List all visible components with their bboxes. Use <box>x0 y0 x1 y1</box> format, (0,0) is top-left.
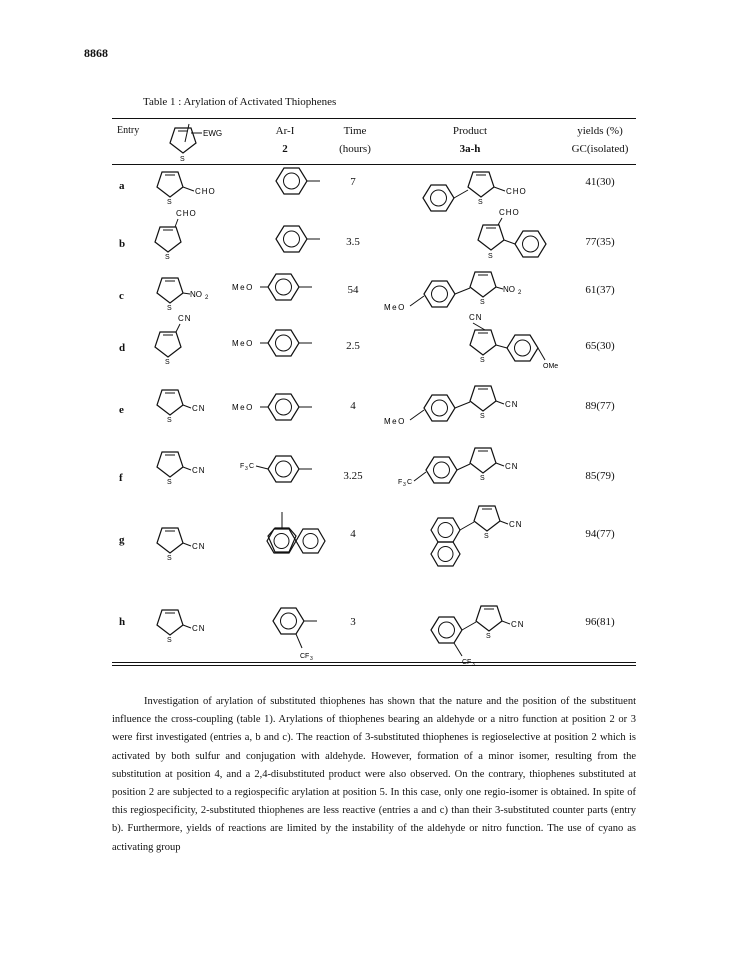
table-caption: Table 1 : Arylation of Activated Thiophenes <box>143 96 337 108</box>
svg-text:OMe: OMe <box>543 363 559 370</box>
svg-text:S: S <box>167 305 172 312</box>
time-h: 3 <box>350 616 356 628</box>
svg-text:CF: CF <box>462 659 472 666</box>
svg-text:F: F <box>240 463 245 470</box>
header-entry: Entry <box>117 125 140 136</box>
svg-text:CN: CN <box>505 400 519 409</box>
time-f: 3.25 <box>343 470 363 482</box>
reactant-c-2-nitro-thiophene <box>148 272 228 314</box>
aryl-h-2-trifluoromethylphenyl <box>268 604 338 664</box>
svg-text:S: S <box>167 479 172 486</box>
time-e: 4 <box>350 400 356 412</box>
aryl-d-4-methoxyphenyl <box>232 326 332 366</box>
header-product-line2: 3a-h <box>459 143 481 155</box>
yield-a: 41(30) <box>585 176 615 188</box>
svg-text:NO: NO <box>503 285 515 294</box>
svg-text:CHO: CHO <box>506 187 527 196</box>
entry-g: g <box>119 534 125 546</box>
yield-e: 89(77) <box>585 400 615 412</box>
svg-text:CN: CN <box>192 624 206 633</box>
svg-text:3: 3 <box>472 662 475 668</box>
product-b <box>465 206 555 266</box>
svg-text:MeO: MeO <box>384 303 406 312</box>
table-bottom-rule-2 <box>112 665 636 666</box>
svg-text:CN: CN <box>192 404 206 413</box>
svg-text:S: S <box>167 199 172 206</box>
svg-text:MeO: MeO <box>384 417 406 426</box>
svg-text:CHO: CHO <box>195 187 216 196</box>
reactant-f-2-cyano-thiophene <box>148 446 228 488</box>
svg-text:S: S <box>486 633 491 640</box>
time-g: 4 <box>350 528 356 540</box>
header-ewg-label: EWG <box>203 129 223 138</box>
header-thiophene-s: S <box>180 156 185 163</box>
svg-text:S: S <box>167 417 172 424</box>
header-time-line2: (hours) <box>339 143 371 155</box>
product-h <box>426 600 556 670</box>
svg-text:CN: CN <box>192 542 206 551</box>
svg-text:CHO: CHO <box>176 209 197 218</box>
header-yields-line1: yields (%) <box>577 125 623 137</box>
time-c: 54 <box>347 284 359 296</box>
page-number: 8868 <box>84 46 108 60</box>
body-paragraph: Investigation of arylation of substituted thiophenes has shown that the nature and the position of the substituent influence the cross-coupling (table 1). Arylations of thiophenes bearing an aldehyde or a nitro function at position 2 or 3 were first investigated (entries a, b and c). The reaction of 3-substituted thiophenes is regioselective at position 2 which is activated by both sulfur and conjugation with aldehyde. However, formation of a minor isomer, resulting from the substitution at position 4, and a 2,4-disubstituted product were also observed. On the contrary, thiophenes substituted at position 2 are subjected to a regiospecific arylation at position 5. In this case, only one regio-isomer is obtained. In spite of this regiospecificity, 2-substituted thiophenes are less reactive (entries a and c) than their 3-substituted counter parts (entry b). Furthermore, yields of reactions are limited by the instability of the aldehyde or nitro function. The use of cyano as activating group <box>112 696 636 853</box>
svg-text:3: 3 <box>310 656 313 662</box>
svg-text:CN: CN <box>509 520 523 529</box>
header-product-line1: Product <box>452 125 488 137</box>
svg-text:S: S <box>167 637 172 644</box>
svg-text:CF: CF <box>300 653 310 660</box>
header-ari <box>255 122 315 158</box>
svg-text:S: S <box>167 555 172 562</box>
svg-text:CN: CN <box>511 620 525 629</box>
yield-d: 65(30) <box>585 340 615 352</box>
yield-g: 94(77) <box>585 528 615 540</box>
svg-text:S: S <box>484 533 489 540</box>
svg-text:2: 2 <box>205 295 209 301</box>
svg-text:3: 3 <box>403 482 406 488</box>
svg-text:F: F <box>398 479 403 486</box>
svg-text:S: S <box>480 475 485 482</box>
svg-text:MeO: MeO <box>232 403 254 412</box>
time-d: 2.5 <box>346 340 360 352</box>
header-time <box>325 122 385 158</box>
svg-text:S: S <box>480 299 485 306</box>
svg-text:C: C <box>249 463 255 470</box>
svg-text:3: 3 <box>245 466 248 472</box>
svg-text:MeO: MeO <box>232 283 254 292</box>
reactant-e-2-cyano-thiophene <box>148 384 228 426</box>
header-yields <box>550 122 650 158</box>
entry-c: c <box>119 290 124 302</box>
header-yields-line2: GC(isolated) <box>571 143 629 155</box>
yield-b: 77(35) <box>585 236 615 248</box>
svg-text:CN: CN <box>178 314 192 323</box>
svg-text:S: S <box>165 254 170 261</box>
entry-e: e <box>119 404 124 416</box>
svg-text:S: S <box>488 253 493 260</box>
time-b: 3.5 <box>346 236 360 248</box>
header-ari-line2: 2 <box>282 143 288 155</box>
product-e <box>384 382 554 430</box>
reactant-g-2-cyano-thiophene <box>148 522 228 564</box>
svg-text:NO: NO <box>190 290 202 299</box>
yield-c: 61(37) <box>585 284 615 296</box>
svg-text:2: 2 <box>518 290 522 296</box>
table-top-rule <box>112 118 636 119</box>
svg-text:S: S <box>165 359 170 366</box>
yield-f: 85(79) <box>585 470 615 482</box>
reactant-b-3-cho-thiophene <box>148 207 228 261</box>
table-header-rule <box>112 164 636 165</box>
header-product <box>420 122 520 158</box>
aryl-g-naphthyl <box>262 510 332 570</box>
header-time-line1: Time <box>343 125 367 137</box>
table-bottom-rule <box>112 662 636 663</box>
product-f <box>398 444 558 492</box>
time-a: 7 <box>350 176 356 188</box>
product-g <box>426 500 556 580</box>
aryl-c-4-methoxyphenyl <box>232 270 332 310</box>
svg-text:MeO: MeO <box>232 339 254 348</box>
svg-text:CHO: CHO <box>499 208 520 217</box>
svg-text:S: S <box>478 199 483 206</box>
svg-text:CN: CN <box>469 313 483 322</box>
aryl-e-4-methoxyphenyl <box>232 390 332 430</box>
header-ari-line1: Ar-I <box>275 125 295 137</box>
product-d <box>465 310 575 374</box>
svg-text:CN: CN <box>505 462 519 471</box>
yield-h: 96(81) <box>585 616 615 628</box>
svg-text:S: S <box>480 413 485 420</box>
svg-text:C: C <box>407 479 413 486</box>
header-thiophene-structure <box>160 120 230 162</box>
svg-text:S: S <box>480 357 485 364</box>
reactant-d-3-cyano-thiophene <box>148 312 228 366</box>
reactant-a-thiophene-cho <box>148 166 228 208</box>
entry-h: h <box>119 616 126 628</box>
reactant-h-2-cyano-thiophene <box>148 604 228 646</box>
product-c <box>384 268 554 316</box>
entry-d: d <box>119 342 126 354</box>
entry-a: a <box>119 180 125 192</box>
entry-b: b <box>119 238 126 250</box>
svg-text:CN: CN <box>192 466 206 475</box>
entry-f: f <box>119 472 123 484</box>
